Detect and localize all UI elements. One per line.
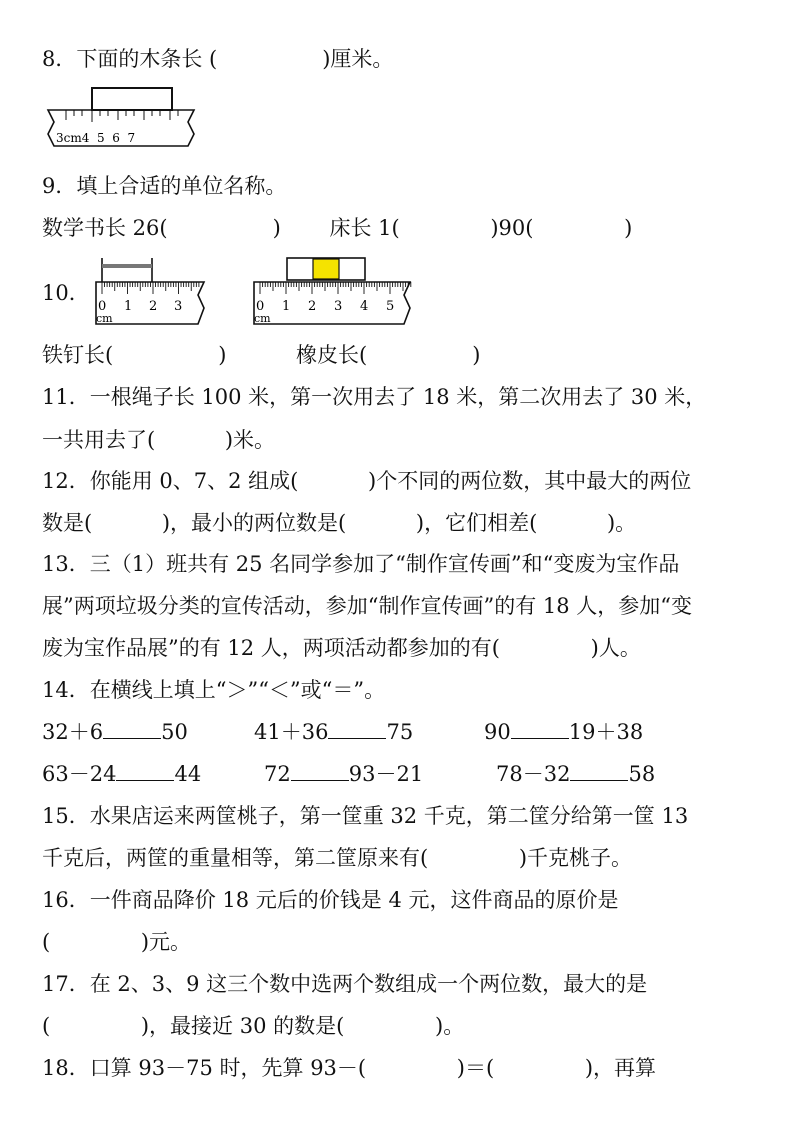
tick-label: 2 bbox=[149, 299, 158, 314]
compare-left: 72 bbox=[264, 762, 291, 786]
compare-right: 19＋38 bbox=[568, 720, 644, 744]
q9-title: 9．填上合适的单位名称。 bbox=[42, 174, 287, 198]
unit-label: cm bbox=[254, 312, 271, 325]
tick-label: 0 bbox=[256, 299, 265, 314]
compare-item bbox=[264, 760, 423, 788]
q15-line2: 千克后，两筐的重量相等，第二筐原来有( )千克桃子。 bbox=[42, 846, 633, 870]
eraser-ruler-figure bbox=[250, 254, 420, 330]
q16-line2: ( )元。 bbox=[42, 930, 192, 954]
compare-item bbox=[42, 718, 188, 746]
tick-label: 1 bbox=[282, 299, 291, 314]
compare-left: 41＋36 bbox=[254, 720, 329, 744]
nail-ruler-figure bbox=[92, 254, 216, 330]
tick-label: 2 bbox=[308, 299, 317, 314]
tick-label: 3 bbox=[334, 299, 343, 314]
compare-item bbox=[42, 760, 201, 788]
compare-left: 90 bbox=[484, 720, 511, 744]
q14-title: 14．在横线上填上“＞”“＜”或“＝”。 bbox=[42, 678, 386, 702]
compare-right: 58 bbox=[628, 762, 656, 786]
wood-strip bbox=[92, 88, 172, 110]
compare-item bbox=[254, 718, 413, 746]
q8-text: 8．下面的木条长 ( )厘米。 bbox=[42, 47, 394, 71]
answer-blank[interactable] bbox=[103, 718, 161, 739]
q8-ruler-labels: 3cm4 5 6 7 bbox=[56, 131, 136, 145]
q13-line1: 13．三（1）班共有 25 名同学参加了“制作宣传画”和“变废为宝作品 bbox=[42, 552, 680, 576]
tick-label: 5 bbox=[386, 299, 395, 314]
q16-line1: 16．一件商品降价 18 元后的价钱是 4 元，这件商品的原价是 bbox=[42, 888, 619, 912]
compare-item bbox=[496, 760, 655, 788]
unit-label: cm bbox=[96, 312, 113, 325]
nail-icon bbox=[102, 264, 152, 268]
q12-line2: 数是( )，最小的两位数是( )，它们相差( )。 bbox=[42, 511, 637, 535]
tick-label: 4 bbox=[360, 299, 369, 314]
compare-left: 32＋6 bbox=[42, 720, 104, 744]
q11-line1: 11．一根绳子长 100 米，第一次用去了 18 米，第二次用去了 30 米， bbox=[42, 385, 707, 409]
q13-line2: 展”两项垃圾分类的宣传活动，参加“制作宣传画”的有 18 人，参加“变 bbox=[42, 594, 693, 618]
answer-blank[interactable] bbox=[291, 760, 349, 781]
tick-label: 3 bbox=[174, 299, 183, 314]
q15-line1: 15．水果店运来两筐桃子，第一筐重 32 千克，第二筐分给第一筐 13 bbox=[42, 804, 689, 828]
q11-line2: 一共用去了( )米。 bbox=[42, 428, 276, 452]
compare-right: 50 bbox=[161, 720, 188, 744]
answer-blank[interactable] bbox=[116, 760, 174, 781]
compare-right: 44 bbox=[174, 762, 202, 786]
compare-left: 63－24 bbox=[42, 762, 117, 786]
eraser-highlight bbox=[313, 259, 339, 279]
q8-ruler-figure bbox=[44, 86, 204, 158]
tick-label: 0 bbox=[98, 299, 107, 314]
q9-line: 数学书长 26( ) 床长 1( )90( ) bbox=[42, 216, 633, 240]
compare-right: 93－21 bbox=[348, 762, 424, 786]
q13-line3: 废为宝作品展”的有 12 人，两项活动都参加的有( )人。 bbox=[42, 636, 641, 660]
q10-answer-line: 铁钉长( ) 橡皮长( ) bbox=[42, 343, 481, 367]
q12-line1: 12．你能用 0、7、2 组成( )个不同的两位数，其中最大的两位 bbox=[42, 469, 692, 493]
answer-blank[interactable] bbox=[511, 718, 569, 739]
q17-line1: 17．在 2、3、9 这三个数中选两个数组成一个两位数，最大的是 bbox=[42, 972, 648, 996]
tick-label: 1 bbox=[124, 299, 133, 314]
compare-right: 75 bbox=[386, 720, 414, 744]
q10-number: 10． bbox=[42, 281, 90, 305]
answer-blank[interactable] bbox=[328, 718, 386, 739]
q17-line2: ( )，最接近 30 的数是( )。 bbox=[42, 1014, 465, 1038]
compare-left: 78－32 bbox=[496, 762, 571, 786]
q18-line: 18．口算 93－75 时，先算 93－( )＝( )，再算 bbox=[42, 1056, 657, 1080]
compare-item bbox=[484, 718, 643, 746]
answer-blank[interactable] bbox=[570, 760, 628, 781]
